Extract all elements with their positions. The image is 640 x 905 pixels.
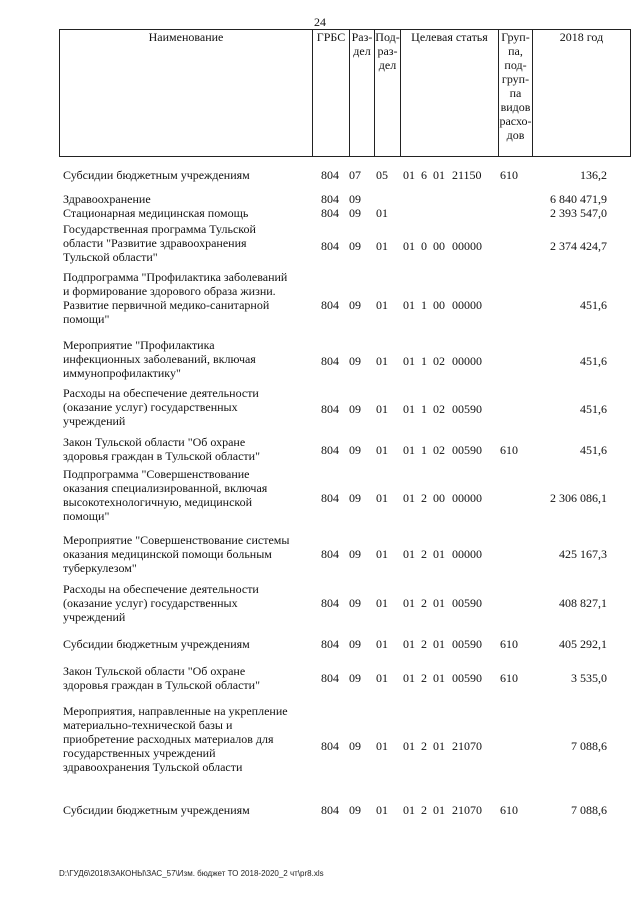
cell-razdel: 09 xyxy=(349,547,361,561)
row-name xyxy=(63,704,303,774)
row-name xyxy=(63,637,303,651)
cell-amount: 3 535,0 xyxy=(571,671,607,685)
cell-amount: 425 167,3 xyxy=(559,547,607,561)
cell-podrazdel: 01 xyxy=(376,491,388,505)
header-vid-line: видов xyxy=(500,100,531,114)
row-name xyxy=(63,467,303,523)
cell-vid: 610 xyxy=(500,637,518,651)
cell-target-direction: 00590 xyxy=(452,671,482,685)
cell-target-program: 01 xyxy=(403,596,415,610)
cell-razdel: 09 xyxy=(349,443,361,457)
cell-target-event: 01 xyxy=(433,596,445,610)
cell-razdel: 09 xyxy=(349,803,361,817)
table-row xyxy=(59,168,623,182)
cell-target-direction: 00000 xyxy=(452,239,482,253)
row-name-line: иммунопрофилактику" xyxy=(63,366,181,380)
cell-target-direction: 21070 xyxy=(452,739,482,753)
table-row xyxy=(59,270,623,326)
cell-target-direction: 00000 xyxy=(452,298,482,312)
table-row xyxy=(59,386,623,428)
cell-podrazdel: 01 xyxy=(376,739,388,753)
cell-target-program: 01 xyxy=(403,402,415,416)
cell-target-program: 01 xyxy=(403,239,415,253)
cell-target-direction: 00590 xyxy=(452,637,482,651)
row-name-line: Государственная программа Тульской xyxy=(63,222,256,236)
cell-razdel: 09 xyxy=(349,402,361,416)
row-name-line: Подпрограмма "Совершенствование xyxy=(63,467,250,481)
header-vid xyxy=(499,30,533,157)
header-vid-line: Груп- xyxy=(501,30,530,44)
table-row xyxy=(59,222,623,264)
row-name-line: помощи" xyxy=(63,509,110,523)
cell-razdel: 09 xyxy=(349,491,361,505)
row-name xyxy=(63,270,303,326)
header-vid-line: под- xyxy=(504,58,527,72)
cell-target-program: 01 xyxy=(403,547,415,561)
row-name-line: Развитие первичной медико-санитарной xyxy=(63,298,270,312)
row-name-line: Субсидии бюджетным учреждениям xyxy=(63,803,250,817)
table-row xyxy=(59,582,623,624)
header-grbs: ГРБС xyxy=(313,30,350,157)
row-name-line: Здравоохранение xyxy=(63,192,151,206)
row-name xyxy=(63,206,303,220)
cell-amount: 2 393 547,0 xyxy=(550,206,607,220)
cell-razdel: 09 xyxy=(349,739,361,753)
cell-podrazdel: 01 xyxy=(376,637,388,651)
row-name-line: и формирование здорового образа жизни. xyxy=(63,284,276,298)
cell-podrazdel: 01 xyxy=(376,239,388,253)
cell-target-event: 00 xyxy=(433,239,445,253)
cell-target-direction: 00590 xyxy=(452,402,482,416)
header-podrazdel-line: дел xyxy=(378,58,397,72)
cell-podrazdel: 01 xyxy=(376,402,388,416)
row-name-line: Подпрограмма "Профилактика заболеваний xyxy=(63,270,288,284)
row-name-line: Субсидии бюджетным учреждениям xyxy=(63,637,250,651)
cell-target-direction: 00000 xyxy=(452,354,482,368)
row-name-line: высокотехнологичную, медицинской xyxy=(63,495,253,509)
row-name xyxy=(63,386,303,428)
cell-target-subprogram: 2 xyxy=(421,547,427,561)
cell-target-direction: 00000 xyxy=(452,491,482,505)
cell-grbs: 804 xyxy=(321,192,339,206)
cell-grbs: 804 xyxy=(321,803,339,817)
cell-target-event: 02 xyxy=(433,354,445,368)
row-name-line: Мероприятие "Профилактика xyxy=(63,338,215,352)
cell-grbs: 804 xyxy=(321,547,339,561)
cell-target-subprogram: 1 xyxy=(421,354,427,368)
cell-target-event: 01 xyxy=(433,168,445,182)
cell-amount: 451,6 xyxy=(580,402,607,416)
cell-target-subprogram: 6 xyxy=(421,168,427,182)
cell-grbs: 804 xyxy=(321,443,339,457)
cell-target-event: 02 xyxy=(433,443,445,457)
cell-amount: 7 088,6 xyxy=(571,739,607,753)
cell-target-program: 01 xyxy=(403,671,415,685)
cell-podrazdel: 01 xyxy=(376,671,388,685)
header-razdel-line: Раз- xyxy=(351,30,373,44)
header-vid-line: па xyxy=(509,86,522,100)
row-name-line: приобретение расходных материалов для xyxy=(63,732,274,746)
file-path-footer: D:\ГУД6\2018\ЗАКОНЫ\ЗАС_57\Изм. бюджет ТО 2018-2020_2 чт\pr8.xls xyxy=(59,869,324,878)
table-row xyxy=(59,467,623,523)
cell-razdel: 09 xyxy=(349,354,361,368)
cell-amount: 405 292,1 xyxy=(559,637,607,651)
cell-vid: 610 xyxy=(500,671,518,685)
row-name xyxy=(63,338,303,380)
cell-target-subprogram: 1 xyxy=(421,402,427,416)
cell-podrazdel: 01 xyxy=(376,298,388,312)
cell-target-subprogram: 2 xyxy=(421,596,427,610)
cell-target-program: 01 xyxy=(403,491,415,505)
header-vid-line: расхо- xyxy=(499,114,532,128)
cell-target-program: 01 xyxy=(403,298,415,312)
cell-grbs: 804 xyxy=(321,491,339,505)
row-name-line: оказания специализированной, включая xyxy=(63,481,268,495)
row-name xyxy=(63,168,303,182)
cell-grbs: 804 xyxy=(321,239,339,253)
row-name-line: Субсидии бюджетным учреждениям xyxy=(63,168,250,182)
row-name-line: туберкулезом" xyxy=(63,561,137,575)
cell-amount: 451,6 xyxy=(580,443,607,457)
cell-amount: 6 840 471,9 xyxy=(550,192,607,206)
row-name xyxy=(63,435,303,463)
cell-grbs: 804 xyxy=(321,402,339,416)
row-name-line: (оказание услуг) государственных xyxy=(63,400,238,414)
row-name-line: учреждений xyxy=(63,414,126,428)
cell-razdel: 09 xyxy=(349,239,361,253)
cell-amount: 136,2 xyxy=(580,168,607,182)
table-row xyxy=(59,435,623,463)
row-name-line: Тульской области" xyxy=(63,250,158,264)
row-name-line: Закон Тульской области "Об охране xyxy=(63,435,246,449)
cell-amount: 7 088,6 xyxy=(571,803,607,817)
cell-grbs: 804 xyxy=(321,637,339,651)
row-name-line: здравоохранения Тульской области xyxy=(63,760,243,774)
row-name xyxy=(63,222,303,264)
cell-target-program: 01 xyxy=(403,443,415,457)
row-name-line: государственных учреждений xyxy=(63,746,216,760)
header-name: Наименование xyxy=(60,30,313,157)
table-row xyxy=(59,206,623,220)
cell-target-subprogram: 2 xyxy=(421,803,427,817)
cell-target-program: 01 xyxy=(403,739,415,753)
cell-grbs: 804 xyxy=(321,206,339,220)
cell-target-subprogram: 1 xyxy=(421,298,427,312)
cell-target-event: 02 xyxy=(433,402,445,416)
cell-target-direction: 21070 xyxy=(452,803,482,817)
cell-target-direction: 00590 xyxy=(452,596,482,610)
cell-grbs: 804 xyxy=(321,596,339,610)
cell-podrazdel: 01 xyxy=(376,547,388,561)
cell-target-subprogram: 2 xyxy=(421,671,427,685)
row-name-line: учреждений xyxy=(63,610,126,624)
header-podrazdel-line: Под- xyxy=(375,30,400,44)
cell-podrazdel: 01 xyxy=(376,206,388,220)
row-name-line: Расходы на обеспечение деятельности xyxy=(63,386,259,400)
row-name-line: помощи" xyxy=(63,312,110,326)
cell-grbs: 804 xyxy=(321,671,339,685)
cell-target-program: 01 xyxy=(403,168,415,182)
cell-target-subprogram: 2 xyxy=(421,739,427,753)
row-name-line: Стационарная медицинская помощь xyxy=(63,206,249,220)
header-podrazdel-line: раз- xyxy=(377,44,398,58)
cell-target-event: 01 xyxy=(433,547,445,561)
cell-target-event: 01 xyxy=(433,671,445,685)
cell-grbs: 804 xyxy=(321,168,339,182)
row-name-line: здоровья граждан в Тульской области" xyxy=(63,678,260,692)
row-name-line: оказания медицинской помощи больным xyxy=(63,547,272,561)
cell-target-subprogram: 0 xyxy=(421,239,427,253)
table-row xyxy=(59,338,623,380)
cell-amount: 451,6 xyxy=(580,298,607,312)
cell-grbs: 804 xyxy=(321,298,339,312)
cell-razdel: 09 xyxy=(349,637,361,651)
cell-razdel: 09 xyxy=(349,596,361,610)
cell-grbs: 804 xyxy=(321,354,339,368)
cell-target-event: 00 xyxy=(433,298,445,312)
cell-target-program: 01 xyxy=(403,803,415,817)
cell-razdel: 07 xyxy=(349,168,361,182)
row-name xyxy=(63,582,303,624)
cell-razdel: 09 xyxy=(349,671,361,685)
cell-podrazdel: 01 xyxy=(376,803,388,817)
row-name-line: здоровья граждан в Тульской области" xyxy=(63,449,260,463)
header-vid-line: па, xyxy=(508,44,523,58)
row-name xyxy=(63,533,303,575)
cell-target-subprogram: 2 xyxy=(421,491,427,505)
row-name-line: материально-технической базы и xyxy=(63,718,233,732)
header-razdel-line: дел xyxy=(353,44,371,58)
cell-target-direction: 00000 xyxy=(452,547,482,561)
header-vid-line: груп- xyxy=(501,72,530,86)
row-name-line: Мероприятия, направленные на укрепление xyxy=(63,704,288,718)
cell-target-direction: 00590 xyxy=(452,443,482,457)
cell-grbs: 804 xyxy=(321,739,339,753)
cell-vid: 610 xyxy=(500,168,518,182)
table-row xyxy=(59,704,623,774)
header-year: 2018 год xyxy=(533,30,631,157)
row-name-line: Мероприятие "Совершенствование системы xyxy=(63,533,290,547)
row-name-line: области "Развитие здравоохранения xyxy=(63,236,247,250)
cell-target-event: 01 xyxy=(433,803,445,817)
table-row xyxy=(59,803,623,817)
page-number: 24 xyxy=(314,15,326,29)
cell-amount: 2 306 086,1 xyxy=(550,491,607,505)
row-name xyxy=(63,803,303,817)
cell-podrazdel: 01 xyxy=(376,596,388,610)
header-podrazdel xyxy=(375,30,401,157)
cell-vid: 610 xyxy=(500,803,518,817)
table-row xyxy=(59,192,623,206)
cell-amount: 451,6 xyxy=(580,354,607,368)
table-header xyxy=(59,29,631,157)
cell-target-event: 01 xyxy=(433,739,445,753)
cell-amount: 408 827,1 xyxy=(559,596,607,610)
row-name xyxy=(63,664,303,692)
header-target: Целевая статья xyxy=(401,30,499,157)
cell-target-subprogram: 2 xyxy=(421,637,427,651)
row-name-line: инфекционных заболеваний, включая xyxy=(63,352,256,366)
header-razdel xyxy=(350,30,375,157)
row-name-line: (оказание услуг) государственных xyxy=(63,596,238,610)
cell-razdel: 09 xyxy=(349,192,361,206)
header-vid-line: дов xyxy=(506,128,525,142)
cell-target-program: 01 xyxy=(403,637,415,651)
cell-target-program: 01 xyxy=(403,354,415,368)
row-name-line: Закон Тульской области "Об охране xyxy=(63,664,246,678)
cell-razdel: 09 xyxy=(349,206,361,220)
row-name-line: Расходы на обеспечение деятельности xyxy=(63,582,259,596)
cell-target-event: 00 xyxy=(433,491,445,505)
cell-target-subprogram: 1 xyxy=(421,443,427,457)
cell-podrazdel: 01 xyxy=(376,354,388,368)
table-row xyxy=(59,533,623,575)
cell-amount: 2 374 424,7 xyxy=(550,239,607,253)
table-row xyxy=(59,637,623,651)
cell-podrazdel: 05 xyxy=(376,168,388,182)
cell-target-direction: 21150 xyxy=(452,168,482,182)
table-row xyxy=(59,664,623,692)
cell-razdel: 09 xyxy=(349,298,361,312)
cell-podrazdel: 01 xyxy=(376,443,388,457)
cell-vid: 610 xyxy=(500,443,518,457)
cell-target-event: 01 xyxy=(433,637,445,651)
row-name xyxy=(63,192,303,206)
